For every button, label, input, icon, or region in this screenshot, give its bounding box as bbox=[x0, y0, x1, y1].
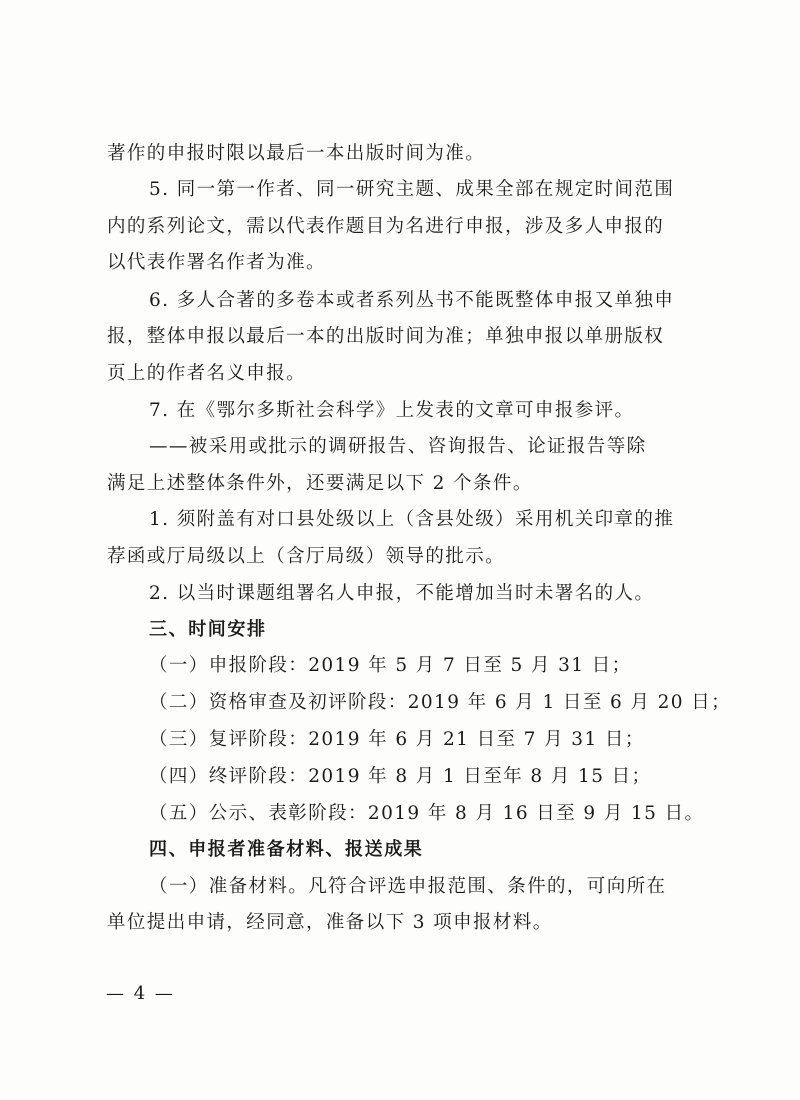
paragraph-line: 5. 同一第一作者、同一研究主题、成果全部在规定时间范围 bbox=[149, 179, 675, 200]
schedule-item: （一）申报阶段：2019 年 5 月 7 日至 5 月 31 日； bbox=[149, 655, 632, 676]
schedule-item: （二）资格审查及初评阶段：2019 年 6 月 1 日至 6 月 20 日； bbox=[149, 692, 732, 713]
paragraph-line: 满足上述整体条件外，还要满足以下 2 个条件。 bbox=[107, 473, 533, 494]
paragraph-line: 内的系列论文，需以代表作题目为名进行申报，涉及多人申报的 bbox=[107, 216, 665, 237]
paragraph-line: 以代表作署名作者为准。 bbox=[107, 252, 326, 273]
paragraph-line: （一）准备材料。凡符合评选申报范围、条件的，可向所在 bbox=[149, 876, 667, 897]
paragraph-line: 2. 以当时课题组署名人申报，不能增加当时未署名的人。 bbox=[149, 583, 655, 604]
schedule-item: （三）复评阶段：2019 年 6 月 21 日至 7 月 31 日； bbox=[149, 729, 645, 750]
paragraph-line: 6. 多人合著的多卷本或者系列丛书不能既整体申报又单独申 bbox=[149, 290, 675, 311]
section-heading: 三、时间安排 bbox=[149, 619, 267, 640]
schedule-item: （五）公示、表彰阶段：2019 年 8 月 16 日至 9 月 15 日。 bbox=[149, 803, 705, 824]
section-heading: 四、申报者准备材料、报送成果 bbox=[149, 839, 424, 860]
paragraph-line: 页上的作者名义申报。 bbox=[107, 363, 307, 384]
paragraph-line: 7. 在《鄂尔多斯社会科学》上发表的文章可申报参评。 bbox=[149, 400, 635, 421]
page-number: — 4 — bbox=[106, 983, 175, 1004]
paragraph-line: 报，整体申报以最后一本的出版时间为准；单独申报以单册版权 bbox=[107, 326, 665, 347]
schedule-item: （四）终评阶段：2019 年 8 月 1 日至年 8 月 15 日； bbox=[149, 766, 652, 787]
paragraph-line: 单位提出申请，经同意，准备以下 3 项申报材料。 bbox=[107, 912, 553, 933]
paragraph-line: ——被采用或批示的调研报告、咨询报告、论证报告等除 bbox=[149, 436, 647, 457]
paragraph-line: 荐函或厅局级以上（含厅局级）领导的批示。 bbox=[107, 546, 506, 567]
paragraph-line: 1. 须附盖有对口县处级以上（含县处级）采用机关印章的推 bbox=[149, 509, 675, 530]
paragraph-line: 著作的申报时限以最后一本出版时间为准。 bbox=[107, 143, 486, 164]
